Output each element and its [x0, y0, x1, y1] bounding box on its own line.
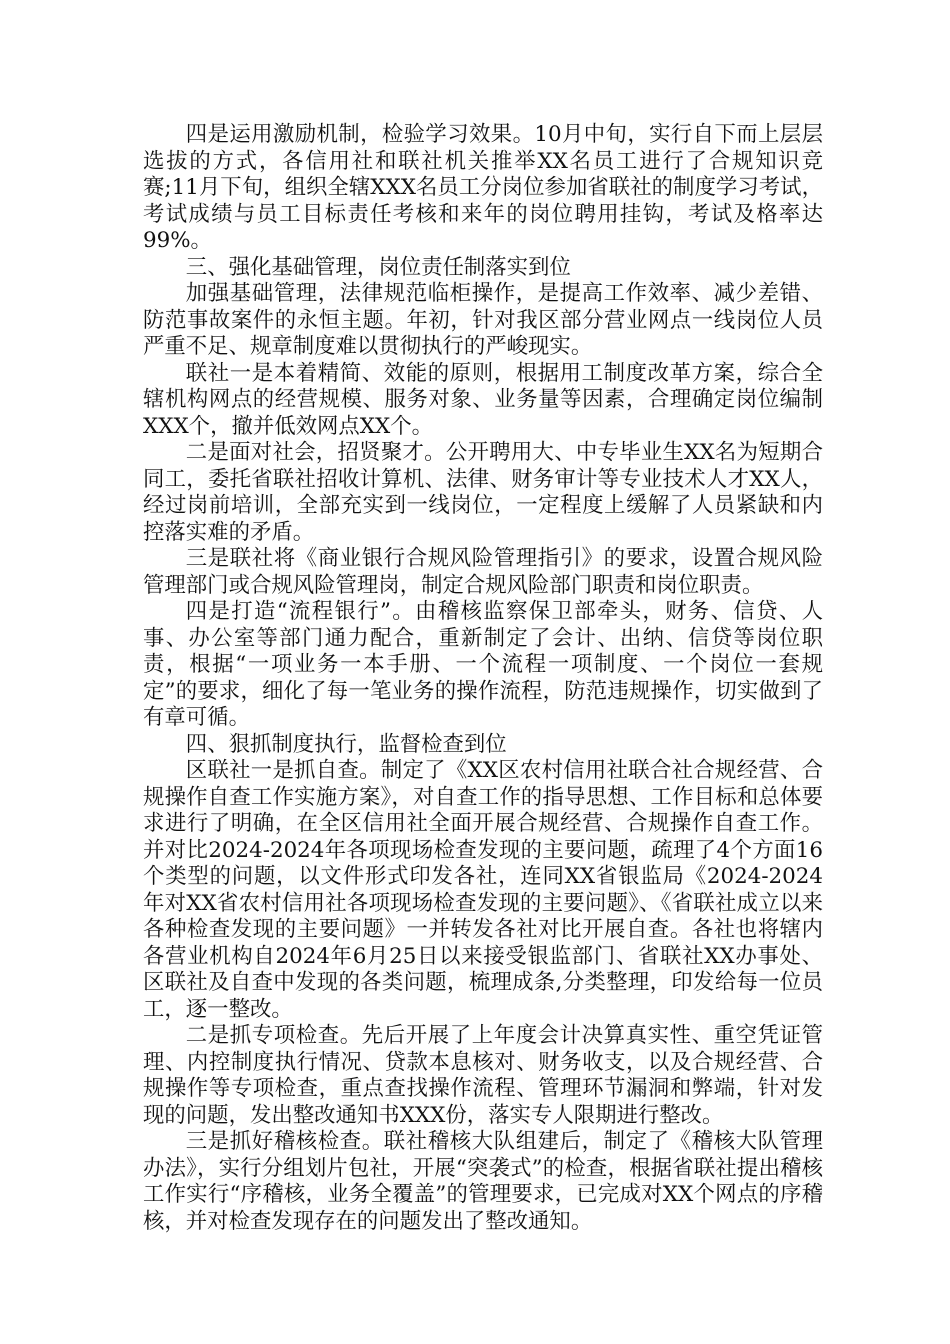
- paragraph-self-inspection: 区联社一是抓自查。制定了《XX区农村信用社联合社合规经营、合规操作自查工作实施方案》，对自查工作的指导思想、工作目标和总体要求进行了明确，在全区信用社全面开展合规经营、合规操作自查工作。并对比2024-2024年各项现场检查发现的主要问题，疏理了4个方面16个类型的问题，以文件形式印发各社，连同XX省银监局《2024-2024年对XX省农村信用社各项现场检查发现的主要问题》、《省联社成立以来各种检查发现的主要问题》一并转发各社对比开展自查。各社也将辖内各营业机构自2024年6月25日以来接受银监部门、省联社XX办事处、区联社及自查中发现的各类问题，梳理成条,分类整理，印发给每一位员工，逐一整改。: [143, 758, 823, 1022]
- paragraph-recruitment: 二是面对社会，招贤聚才。公开聘用大、中专毕业生XX名为短期合同工，委托省联社招收计算机、法律、财务审计等专业技术人才XX人，经过岗前培训，全部充实到一线岗位，一定程度上缓解了人员紧缺和内控落实难的矛盾。: [143, 440, 823, 545]
- paragraph-post-establishment: 联社一是本着精简、效能的原则，根据用工制度改革方案，综合全辖机构网点的经营规模、服务对象、业务量等因素，合理确定岗位编制XXX个，撤并低效网点XX个。: [143, 360, 823, 439]
- paragraph-compliance-department: 三是联社将《商业银行合规风险管理指引》的要求，设置合规风险管理部门或合规风险管理岗，制定合规风险部门职责和岗位职责。: [143, 546, 823, 598]
- paragraph-audit-inspection: 三是抓好稽核检查。联社稽核大队组建后，制定了《稽核大队管理办法》，实行分组划片包社，开展“突袭式”的检查，根据省联社提出稽核工作实行“序稽核，业务全覆盖”的管理要求，已完成对XX个网点的序稽核，并对检查发现存在的问题发出了整改通知。: [143, 1129, 823, 1234]
- paragraph-special-inspection: 二是抓专项检查。先后开展了上年度会计决算真实性、重空凭证管理、内控制度执行情况、贷款本息核对、财务收支，以及合规经营、合规操作等专项检查，重点查找操作流程、管理环节漏洞和弊端，针对发现的问题，发出整改通知书XXX份，落实专人限期进行整改。: [143, 1023, 823, 1128]
- section-heading-3: 三、强化基础管理，岗位责任制落实到位: [185, 254, 571, 280]
- paragraph-process-bank: 四是打造“流程银行”。由稽核监察保卫部牵头，财务、信贷、人事、办公室等部门通力配合，重新制定了会计、出纳、信贷等岗位职责，根据“一项业务一本手册、一个流程一项制度、一个岗位一套规定”的要求，细化了每一笔业务的操作流程，防范违规操作，切实做到了有章可循。: [143, 599, 823, 730]
- section-heading-4: 四、狠抓制度执行，监督检查到位: [185, 731, 507, 757]
- paragraph-basic-management: 加强基础管理，法律规范临柜操作，是提高工作效率、减少差错、防范事故案件的永恒主题。年初，针对我区部分营业网点一线岗位人员严重不足、规章制度难以贯彻执行的严峻现实。: [143, 281, 823, 359]
- document-body: [143, 122, 823, 1235]
- paragraph-incentive-mechanism: 四是运用激励机制，检验学习效果。10月中旬，实行自下而上层层选拔的方式，各信用社和联社机关推举XX名员工进行了合规知识竞赛;11月下旬，组织全辖XXX名员工分岗位参加省联社的制度学习考试，考试成绩与员工目标责任考核和来年的岗位聘用挂钩，考试及格率达99%。: [143, 122, 823, 253]
